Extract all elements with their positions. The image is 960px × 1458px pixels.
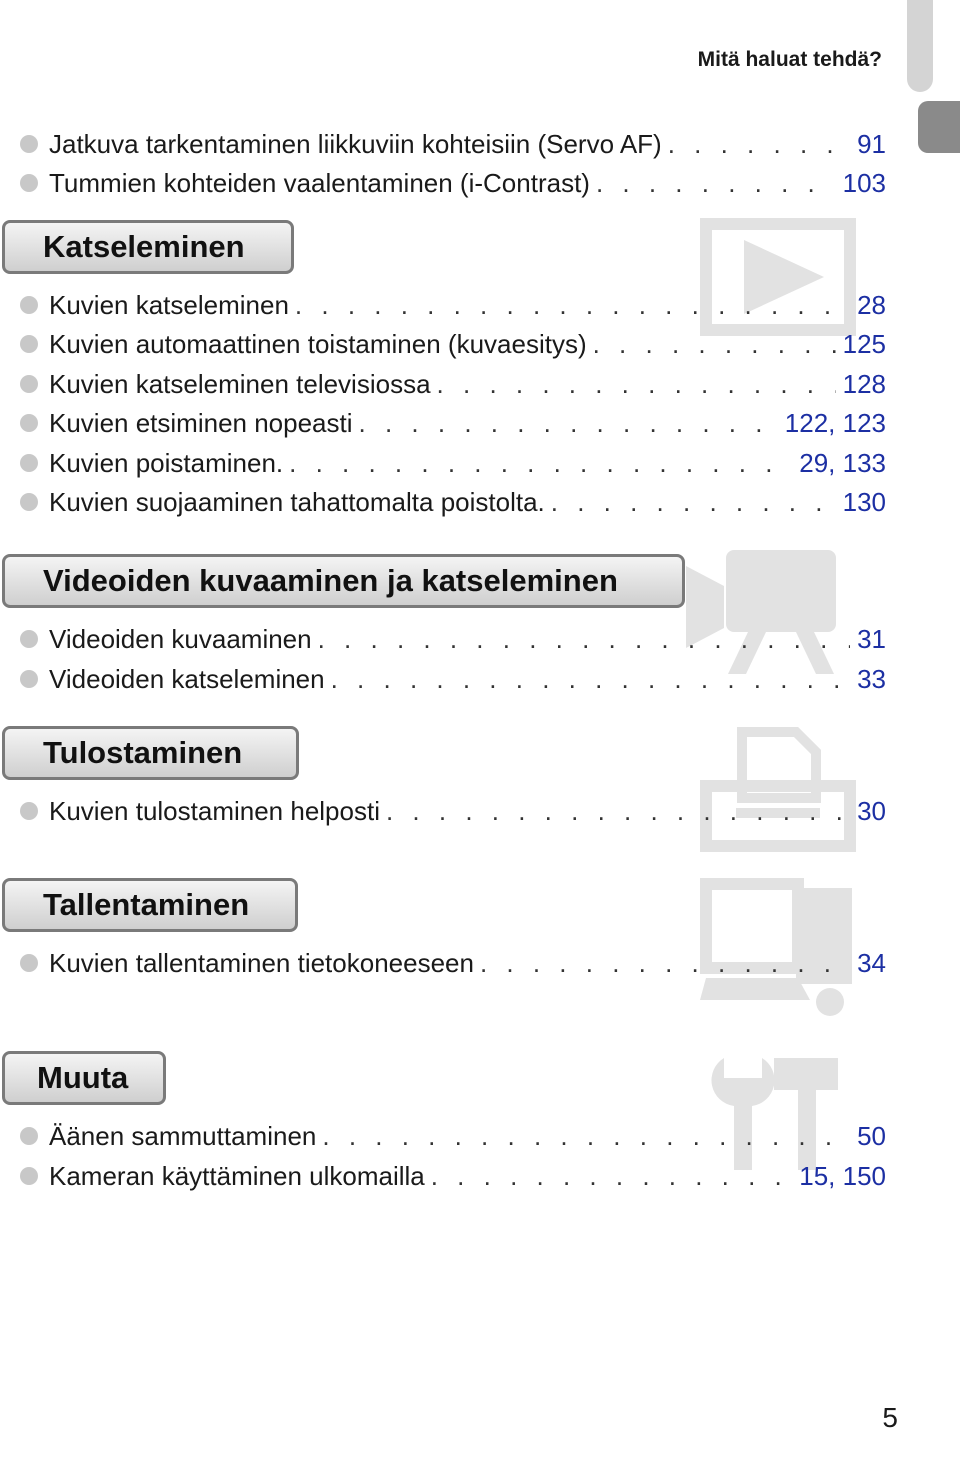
page-ref[interactable]: 128 [842, 368, 886, 399]
list-item[interactable] [20, 1157, 886, 1195]
item-label: Kameran käyttäminen ulkomailla [49, 1160, 425, 1191]
dot-leader [437, 365, 836, 403]
section-header-tulostaminen: Tulostaminen [2, 726, 299, 780]
list-item[interactable] [20, 660, 886, 698]
bullet-icon [20, 1167, 38, 1185]
bullet-icon [20, 335, 38, 353]
dot-leader [386, 792, 850, 830]
bullet-icon [20, 630, 38, 648]
item-label: Jatkuva tarkentaminen liikkuviin kohteisiin (Servo AF) [49, 128, 662, 159]
page-ref[interactable]: 34 [857, 947, 886, 978]
dot-leader [331, 660, 850, 698]
bullet-icon [20, 135, 38, 153]
item-label: Videoiden katseleminen [49, 663, 325, 694]
page-ref[interactable]: 15, 150 [799, 1160, 886, 1191]
item-label: Äänen sammuttaminen [49, 1120, 317, 1151]
side-tab-marker [918, 101, 960, 153]
item-label: Kuvien poistaminen. [49, 447, 284, 478]
page-number: 5 [882, 1402, 898, 1433]
list-item[interactable] [20, 125, 886, 163]
section-header-videot: Videoiden kuvaaminen ja katseleminen [2, 554, 685, 608]
bullet-icon [20, 954, 38, 972]
list-item[interactable] [20, 944, 886, 982]
dot-leader [668, 125, 850, 163]
section-header-katseleminen: Katseleminen [2, 220, 294, 274]
bullet-icon [20, 174, 38, 192]
section-header-muuta: Muuta [2, 1051, 166, 1105]
item-label: Kuvien etsiminen nopeasti [49, 407, 353, 438]
list-item[interactable] [20, 792, 886, 830]
item-label: Kuvien automaattinen toistaminen (kuvaesitys) [49, 328, 587, 359]
bullet-icon [20, 296, 38, 314]
list-item[interactable] [20, 325, 886, 363]
list-item[interactable] [20, 365, 886, 403]
item-label: Kuvien tallentaminen tietokoneeseen [49, 947, 474, 978]
dot-leader [596, 164, 836, 202]
item-label: Kuvien katseleminen televisiossa [49, 368, 431, 399]
list-item[interactable] [20, 483, 886, 521]
page-ref[interactable]: 125 [842, 328, 886, 359]
page-ref[interactable]: 31 [857, 623, 886, 654]
bullet-icon [20, 493, 38, 511]
dot-leader [322, 1117, 850, 1155]
page-ref[interactable]: 91 [857, 128, 886, 159]
dot-leader [593, 325, 836, 363]
page-ref[interactable]: 33 [857, 663, 886, 694]
list-item[interactable] [20, 404, 886, 442]
bullet-icon [20, 454, 38, 472]
dot-leader [551, 483, 836, 521]
list-item[interactable] [20, 286, 886, 324]
printer-icon [700, 726, 856, 852]
list-item[interactable] [20, 1117, 886, 1155]
item-label: Tummien kohteiden vaalentaminen (i-Contrast) [49, 167, 590, 198]
bullet-icon [20, 414, 38, 432]
bullet-icon [20, 802, 38, 820]
page-ref[interactable]: 30 [857, 795, 886, 826]
list-item[interactable] [20, 444, 886, 482]
dot-leader [289, 444, 792, 482]
page-ref[interactable]: 50 [857, 1120, 886, 1151]
list-item[interactable] [20, 164, 886, 202]
bullet-icon [20, 670, 38, 688]
dot-leader [431, 1157, 793, 1195]
list-item[interactable] [20, 620, 886, 658]
page-ref[interactable]: 29, 133 [799, 447, 886, 478]
page-header-title: Mitä haluat tehdä? [697, 48, 882, 71]
section-header-tallentaminen: Tallentaminen [2, 878, 298, 932]
item-label: Kuvien katseleminen [49, 289, 289, 320]
dot-leader [480, 944, 850, 982]
side-tab-top [907, 0, 933, 92]
dot-leader [295, 286, 850, 324]
bullet-icon [20, 1127, 38, 1145]
page-ref[interactable]: 122, 123 [784, 407, 886, 438]
bullet-icon [20, 375, 38, 393]
dot-leader [318, 620, 850, 658]
item-label: Kuvien suojaaminen tahattomalta poistolta. [49, 486, 545, 517]
dot-leader [359, 404, 778, 442]
page-ref[interactable]: 130 [842, 486, 886, 517]
page-ref[interactable]: 28 [857, 289, 886, 320]
item-label: Videoiden kuvaaminen [49, 623, 312, 654]
page-ref[interactable]: 103 [842, 167, 886, 198]
item-label: Kuvien tulostaminen helposti [49, 795, 380, 826]
